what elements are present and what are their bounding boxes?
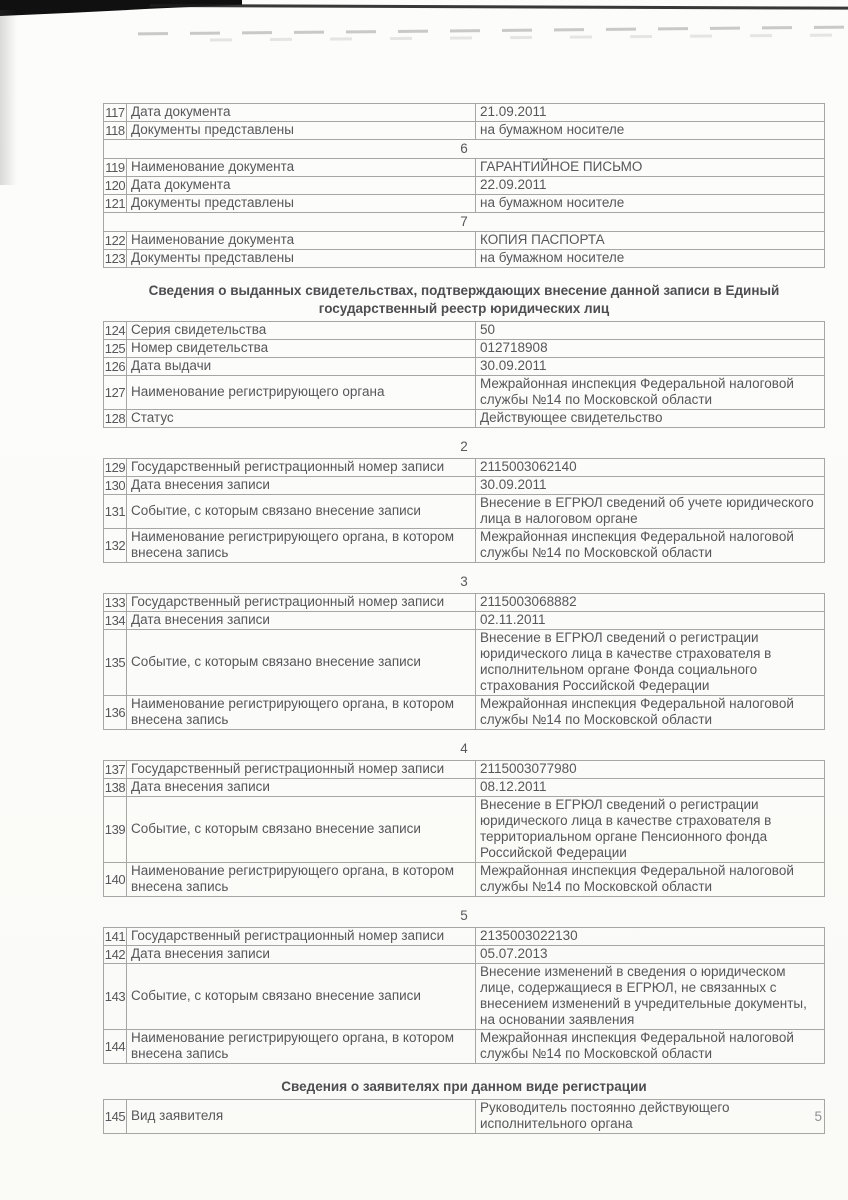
row-number-cell: 138 xyxy=(104,779,126,795)
row-label-cell: Наименование документа xyxy=(127,159,476,177)
row-label-cell: Государственный регистрационный номер записи xyxy=(127,928,476,946)
row-number-cell: 119 xyxy=(105,159,125,175)
table-row xyxy=(104,928,825,946)
row-number-cell: 122 xyxy=(104,232,126,248)
row-label-cell: Серия свидетельства xyxy=(127,322,476,340)
row-value-cell: Межрайонная инспекция Федеральной налоговой службы №14 по Московской области xyxy=(476,863,825,897)
row-label-cell: Наименование регистрирующего органа, в котором внесена запись xyxy=(127,1030,476,1064)
row-label-cell: Вид заявителя xyxy=(127,1100,476,1134)
data-table xyxy=(103,321,825,428)
group-span-number: 6 xyxy=(104,140,825,159)
row-value-cell: на бумажном носителе xyxy=(476,195,825,213)
row-value-cell: Межрайонная инспекция Федеральной налоговой службы №14 по Московской области xyxy=(476,376,825,410)
table-row xyxy=(104,612,825,630)
section-heading: Сведения о выданных свидетельствах, подтверждающих внесение данной записи в Единый государственный реестр юридических лиц xyxy=(148,283,780,316)
row-value-cell: 012718908 xyxy=(476,340,825,358)
table-row xyxy=(104,232,825,250)
data-table xyxy=(103,103,825,268)
row-number-cell: 133 xyxy=(104,594,126,610)
row-number-cell: 134 xyxy=(104,612,126,628)
row-label-cell: Дата выдачи xyxy=(127,358,476,376)
row-label-cell: Документы представлены xyxy=(127,250,476,268)
record-group-number: 3 xyxy=(460,574,468,589)
row-value-cell: Внесение в ЕГРЮЛ сведений о регистрации юридического лица в качестве страхователя в территориальном органе Пенсионного фонда Российской Федерации xyxy=(476,797,825,863)
row-number-cell: 120 xyxy=(104,177,126,193)
table-row xyxy=(104,495,825,529)
table-row xyxy=(104,630,825,696)
row-number-cell: 143 xyxy=(104,964,127,1030)
row-number-cell: 117 xyxy=(105,104,125,120)
row-label-cell: Событие, с которым связано внесение записи xyxy=(127,495,476,529)
row-value-cell: ГАРАНТИЙНОЕ ПИСЬМО xyxy=(476,159,825,177)
table-row xyxy=(104,779,825,797)
table-row xyxy=(104,1030,825,1064)
row-number-cell: 121 xyxy=(104,195,126,211)
row-number-cell: 127 xyxy=(104,376,127,410)
table-row xyxy=(104,358,825,376)
row-number-cell: 135 xyxy=(104,630,127,696)
row-label-cell: Событие, с которым связано внесение записи xyxy=(127,964,476,1030)
table-row xyxy=(104,964,825,1030)
row-label-cell: Номер свидетельства xyxy=(127,340,476,358)
row-value-cell: 50 xyxy=(476,322,825,340)
row-label-cell: Дата документа xyxy=(127,104,476,122)
row-label-cell: Документы представлены xyxy=(127,195,476,213)
table-row xyxy=(104,696,825,730)
table-row xyxy=(104,594,825,612)
row-value-cell: 30.09.2011 xyxy=(476,358,825,376)
page-number: 5 xyxy=(814,1109,822,1124)
table-row xyxy=(104,122,825,140)
row-label-cell: Дата внесения записи xyxy=(127,946,476,964)
table-row xyxy=(104,946,825,964)
row-number-cell: 125 xyxy=(104,340,126,356)
row-number-cell: 130 xyxy=(104,477,126,493)
row-number-cell: 145 xyxy=(104,1100,127,1134)
row-value-cell: Руководитель постоянно действующего исполнительного органа xyxy=(476,1100,825,1134)
group-span-row xyxy=(104,213,825,232)
table-row xyxy=(104,863,825,897)
row-label-cell: Документы представлены xyxy=(127,122,476,140)
row-number-cell: 128 xyxy=(104,410,126,426)
table-row xyxy=(104,797,825,863)
row-number-cell: 131 xyxy=(104,495,127,529)
table-row xyxy=(104,459,825,477)
data-table xyxy=(103,927,825,1064)
data-table xyxy=(103,1099,825,1134)
row-number-cell: 118 xyxy=(105,122,125,138)
group-span-row xyxy=(104,140,825,159)
row-value-cell: 30.09.2011 xyxy=(476,477,825,495)
group-span-number: 7 xyxy=(104,213,825,232)
section-heading: Сведения о заявителях при данном виде регистрации xyxy=(281,1079,647,1094)
scan-artifact-left-shade xyxy=(0,10,17,185)
row-label-cell: Наименование регистрирующего органа, в котором внесена запись xyxy=(127,696,476,730)
row-value-cell: 05.07.2013 xyxy=(476,946,825,964)
row-value-cell: на бумажном носителе xyxy=(476,250,825,268)
row-label-cell: Государственный регистрационный номер записи xyxy=(127,459,476,477)
data-table xyxy=(103,458,825,563)
row-label-cell: Государственный регистрационный номер записи xyxy=(127,594,476,612)
row-label-cell: Дата внесения записи xyxy=(127,477,476,495)
data-table xyxy=(103,593,825,730)
record-group-number: 5 xyxy=(460,908,468,923)
row-value-cell: Действующее свидетельство xyxy=(476,410,825,428)
row-number-cell: 139 xyxy=(104,797,127,863)
table-row xyxy=(104,177,825,195)
row-value-cell: Внесение в ЕГРЮЛ сведений о регистрации юридического лица в качестве страхователя в исполнительном органе Фонда социального страхования Российской Федерации xyxy=(476,630,825,696)
table-row xyxy=(104,761,825,779)
row-label-cell: Событие, с которым связано внесение записи xyxy=(127,630,476,696)
table-row xyxy=(104,376,825,410)
row-label-cell: Наименование регистрирующего органа, в котором внесена запись xyxy=(127,863,476,897)
scan-artifact-top-line xyxy=(150,4,848,10)
row-number-cell: 132 xyxy=(104,529,127,563)
row-label-cell: Наименование регистрирующего органа xyxy=(127,376,476,410)
table-row xyxy=(104,477,825,495)
table-row xyxy=(104,195,825,213)
row-label-cell: Государственный регистрационный номер записи xyxy=(127,761,476,779)
data-table xyxy=(103,760,825,897)
row-value-cell: 21.09.2011 xyxy=(476,104,825,122)
row-number-cell: 126 xyxy=(104,358,126,374)
row-label-cell: Дата документа xyxy=(127,177,476,195)
row-value-cell: Межрайонная инспекция Федеральной налоговой службы №14 по Московской области xyxy=(476,1030,825,1064)
row-label-cell: Наименование регистрирующего органа, в котором внесена запись xyxy=(127,529,476,563)
row-number-cell: 123 xyxy=(104,250,126,266)
table-row xyxy=(104,159,825,177)
row-value-cell: 22.09.2011 xyxy=(476,177,825,195)
document-content xyxy=(103,103,825,1134)
row-label-cell: Дата внесения записи xyxy=(127,612,476,630)
row-value-cell: Внесение в ЕГРЮЛ сведений об учете юридического лица в налоговом органе xyxy=(476,495,825,529)
row-label-cell: Наименование документа xyxy=(127,232,476,250)
row-value-cell: 2115003077980 xyxy=(476,761,825,779)
record-group-number: 4 xyxy=(460,741,468,756)
table-row xyxy=(104,1100,825,1134)
row-value-cell: 2115003068882 xyxy=(476,594,825,612)
row-number-cell: 129 xyxy=(104,459,126,475)
row-number-cell: 136 xyxy=(104,696,127,730)
row-value-cell: 2115003062140 xyxy=(476,459,825,477)
row-value-cell: Межрайонная инспекция Федеральной налоговой службы №14 по Московской области xyxy=(476,696,825,730)
row-number-cell: 142 xyxy=(104,946,126,962)
row-value-cell: КОПИЯ ПАСПОРТА xyxy=(476,232,825,250)
table-row xyxy=(104,410,825,428)
row-label-cell: Событие, с которым связано внесение записи xyxy=(127,797,476,863)
record-group-number: 2 xyxy=(460,439,468,454)
row-value-cell: 02.11.2011 xyxy=(476,612,825,630)
row-number-cell: 140 xyxy=(104,863,127,897)
table-row xyxy=(104,322,825,340)
row-value-cell: Межрайонная инспекция Федеральной налоговой службы №14 по Московской области xyxy=(476,529,825,563)
row-value-cell: 08.12.2011 xyxy=(476,779,825,797)
row-value-cell: на бумажном носителе xyxy=(476,122,825,140)
row-value-cell: 2135003022130 xyxy=(476,928,825,946)
scan-artifact-top-blob xyxy=(0,0,242,16)
table-row xyxy=(104,529,825,563)
row-label-cell: Дата внесения записи xyxy=(127,779,476,797)
row-number-cell: 124 xyxy=(104,322,126,338)
row-label-cell: Статус xyxy=(127,410,476,428)
table-row xyxy=(104,104,825,122)
row-number-cell: 137 xyxy=(104,761,126,777)
scan-artifact-dash-streak-2 xyxy=(210,33,848,41)
row-number-cell: 144 xyxy=(104,1030,127,1064)
row-value-cell: Внесение изменений в сведения о юридическом лице, содержащиеся в ЕГРЮЛ, не связанных с внесением изменений в учредительные документы, на основании заявления xyxy=(476,964,825,1030)
table-row xyxy=(104,340,825,358)
row-number-cell: 141 xyxy=(104,928,126,944)
table-row xyxy=(104,250,825,268)
